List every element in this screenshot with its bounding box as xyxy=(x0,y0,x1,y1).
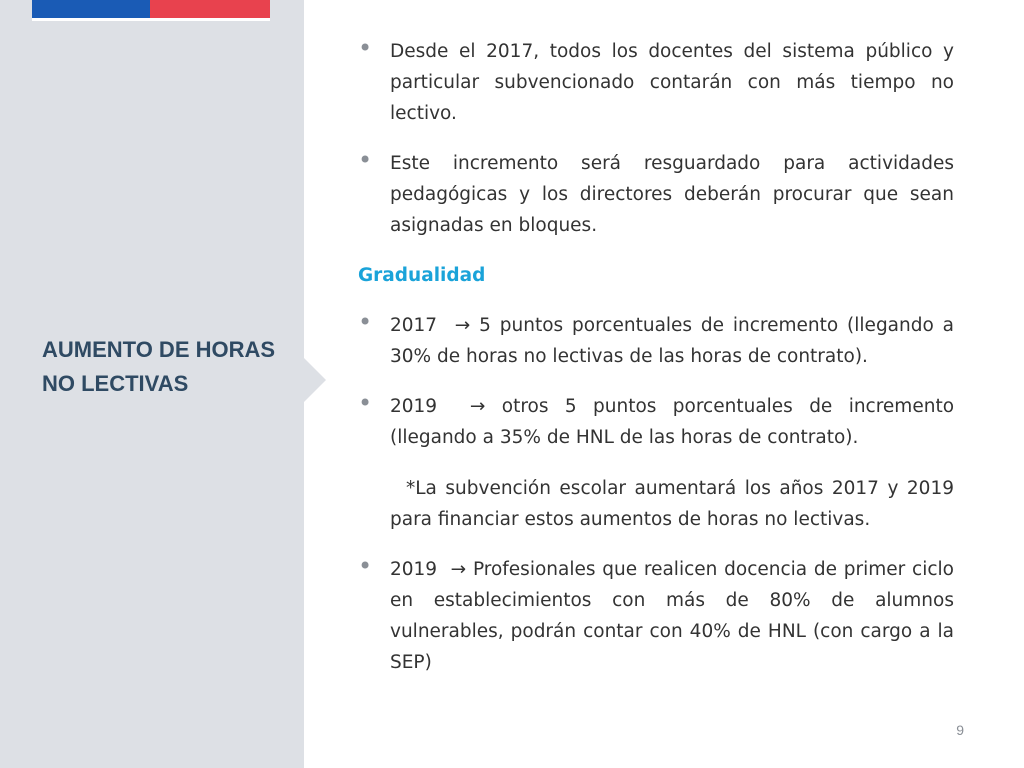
bullet-text: Profesionales que realicen docencia de primer ciclo en establecimientos con más de 80% de alumnos vulnerables, podrán contar con 40% de HNL (con cargo a la SEP) xyxy=(390,559,954,673)
slide-content xyxy=(358,36,954,678)
bullet-item xyxy=(358,391,954,453)
right-arrow-icon: → xyxy=(450,559,467,580)
bullet-item: • Desde el 2017, todos los docentes del sistema público y particular subvencionado contarán con más tiempo no lectivo. xyxy=(358,36,954,129)
bullet-item xyxy=(358,310,954,372)
flag-color-bar xyxy=(32,0,270,18)
right-arrow-icon: → xyxy=(469,396,486,417)
bullet-text: otros 5 puntos porcentuales de incremento (llegando a 35% de HNL de las horas de contrato). xyxy=(390,396,955,448)
flag-red-segment xyxy=(150,0,270,18)
flag-blue-segment xyxy=(32,0,150,18)
bullet-item: • Este incremento será resguardado para actividades pedagógicas y los directores deberán procurar que sean asignadas en bloques. xyxy=(358,148,954,241)
subheading-gradualidad: Gradualidad xyxy=(358,265,486,286)
bullet-text: 5 puntos porcentuales de incremento (llegando a 30% de horas no lectivas de las horas de contrato). xyxy=(390,315,954,367)
sidebar-arrow-pointer xyxy=(304,358,326,402)
bullet-year: 2019 xyxy=(390,559,438,580)
bullet-item xyxy=(358,554,954,678)
bullet-year: 2019 xyxy=(390,396,438,417)
note-text: *La subvención escolar aumentará los años 2017 y 2019 para financiar estos aumentos de horas no lectivas. xyxy=(390,478,954,530)
right-arrow-icon: → xyxy=(454,315,471,336)
page-number: 9 xyxy=(956,722,964,738)
bullet-year: 2017 xyxy=(390,315,438,336)
section-title: AUMENTO DE HORAS NO LECTIVAS xyxy=(42,337,276,396)
flag-underline xyxy=(32,18,270,21)
